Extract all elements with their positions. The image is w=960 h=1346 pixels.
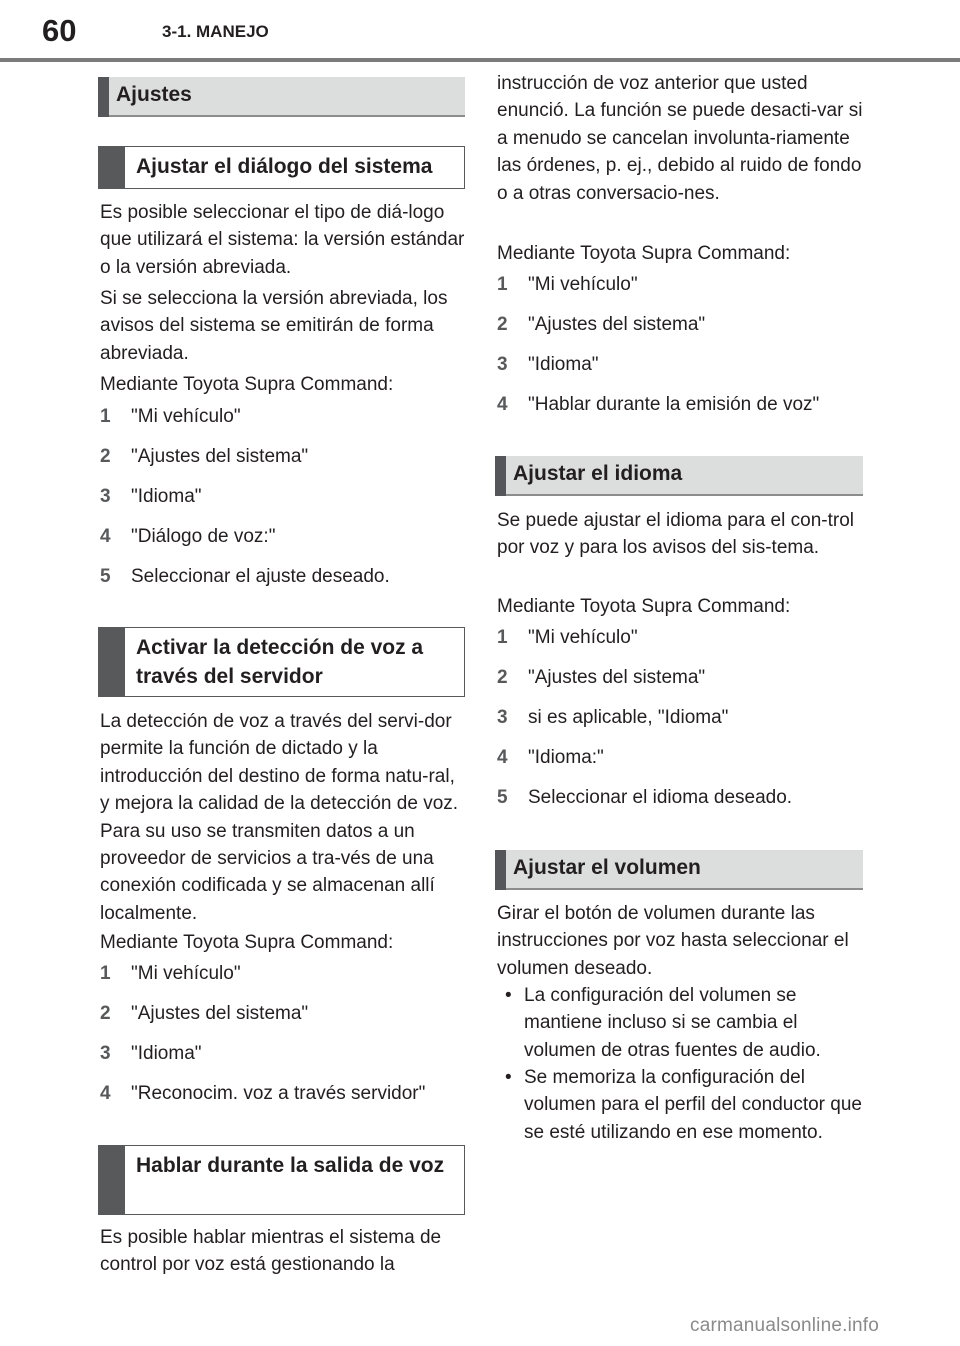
step-text: "Hablar durante la emisión de voz" xyxy=(528,394,820,415)
step-text: "Mi vehículo" xyxy=(131,963,241,984)
step-item xyxy=(100,563,465,590)
step-text: Seleccionar el idioma deseado. xyxy=(528,787,793,808)
step-number: 3 xyxy=(497,354,508,375)
step-item xyxy=(497,704,863,731)
step-item xyxy=(497,784,863,811)
step-number: 1 xyxy=(100,406,111,427)
bullet-item xyxy=(497,982,863,1064)
bullet-text: La configuración del volumen se mantiene incluso si se cambia el volumen de otras fuentes de audio. xyxy=(524,985,821,1061)
step-item xyxy=(100,483,465,510)
step-number: 5 xyxy=(497,787,508,808)
step-number: 4 xyxy=(100,526,111,547)
paragraph: instrucción de voz anterior que usted enunció. La función se puede desacti-var si a menudo se cancelan involunta-riamente las órdenes, p. ej., debido al ruido de fondo o a otras conversacio-nes. xyxy=(497,73,863,204)
paragraph: Mediante Toyota Supra Command: xyxy=(497,243,791,264)
step-text: "Mi vehículo" xyxy=(528,627,638,648)
page-number: 60 xyxy=(42,13,77,48)
step-text: "Ajustes del sistema" xyxy=(131,1003,309,1024)
step-item xyxy=(100,523,465,550)
step-text: "Mi vehículo" xyxy=(131,406,241,427)
paragraph: Mediante Toyota Supra Command: xyxy=(100,932,394,953)
step-text: "Diálogo de voz:" xyxy=(131,526,276,547)
step-text: "Idioma" xyxy=(528,354,599,375)
step-number: 2 xyxy=(100,1003,111,1024)
step-number: 5 xyxy=(100,566,111,587)
subsection-heading-servidor-label: Activar la detección de voz a través del servidor xyxy=(136,636,424,688)
step-text: si es aplicable, "Idioma" xyxy=(528,707,729,728)
step-number: 1 xyxy=(497,274,508,295)
step-number: 1 xyxy=(497,627,508,648)
step-text: "Reconocim. voz a través servidor" xyxy=(131,1083,426,1104)
section-heading-idioma-label: Ajustar el idioma xyxy=(513,462,683,485)
paragraph: La detección de voz a través del servi-dor permite la función de dictado y la introducción del destino de forma natu-ral, y mejora la calidad de la detección de voz. Para su uso se transmiten datos a un proveedor de servicios a tra-vés de una conexión codificada y se almacenan allí localmente. xyxy=(100,711,459,924)
step-text: "Ajustes del sistema" xyxy=(528,667,706,688)
step-text: "Idioma" xyxy=(131,486,202,507)
step-item xyxy=(100,1000,465,1027)
subsection-heading-servidor xyxy=(98,627,465,697)
paragraph: Si se selecciona la versión abreviada, los avisos del sistema se emitirán de forma abreviada. xyxy=(100,288,448,364)
step-number: 4 xyxy=(497,394,508,415)
step-number: 4 xyxy=(497,747,508,768)
bullet-text: Se memoriza la configuración del volumen para el perfil del conductor que se esté utilizando en ese momento. xyxy=(524,1067,862,1143)
step-item xyxy=(497,351,863,378)
step-text: "Idioma" xyxy=(131,1043,202,1064)
section-heading-volumen xyxy=(495,850,863,890)
paragraph: Es posible seleccionar el tipo de diá-logo que utilizará el sistema: la versión estándar o la versión abreviada. xyxy=(100,202,465,278)
paragraph: Es posible hablar mientras el sistema de control por voz está gestionando la xyxy=(100,1227,442,1276)
step-text: "Ajustes del sistema" xyxy=(528,314,706,335)
subsection-heading-dialogo-label: Ajustar el diálogo del sistema xyxy=(136,155,433,178)
subsection-heading-dialogo xyxy=(98,146,465,189)
paragraph: Se puede ajustar el idioma para el con-trol por voz y para los avisos del sis-tema. xyxy=(497,510,854,559)
step-item xyxy=(497,391,863,418)
bullet-dot: • xyxy=(505,985,512,1006)
step-item xyxy=(497,664,863,691)
step-item xyxy=(100,1040,465,1067)
paragraph: Mediante Toyota Supra Command: xyxy=(100,374,394,395)
step-item xyxy=(100,960,465,987)
bullet-item xyxy=(497,1064,863,1146)
paragraph: Mediante Toyota Supra Command: xyxy=(497,596,791,617)
watermark: carmanualsonline.info xyxy=(690,1315,880,1336)
step-text: "Ajustes del sistema" xyxy=(131,446,309,467)
step-item xyxy=(100,403,465,430)
chapter-label: 3-1. MANEJO xyxy=(162,22,269,41)
step-number: 3 xyxy=(497,707,508,728)
step-number: 3 xyxy=(100,1043,111,1064)
subsection-heading-hablar-label: Hablar durante la salida de voz xyxy=(136,1154,445,1177)
step-item xyxy=(100,1080,465,1107)
step-number: 3 xyxy=(100,486,111,507)
step-text: "Mi vehículo" xyxy=(528,274,638,295)
step-text: Seleccionar el ajuste deseado. xyxy=(131,566,390,587)
step-item xyxy=(497,624,863,651)
section-heading-volumen-label: Ajustar el volumen xyxy=(513,856,701,879)
step-item xyxy=(497,271,863,298)
bullet-dot: • xyxy=(505,1067,512,1088)
step-number: 2 xyxy=(497,314,508,335)
step-text: "Idioma:" xyxy=(528,747,604,768)
step-item xyxy=(497,311,863,338)
step-number: 1 xyxy=(100,963,111,984)
step-item xyxy=(100,443,465,470)
section-heading-idioma xyxy=(495,456,863,496)
header-rule xyxy=(0,58,960,62)
paragraph: Girar el botón de volumen durante las instrucciones por voz hasta seleccionar el volumen deseado. xyxy=(497,903,849,979)
section-heading-ajustes xyxy=(98,77,465,117)
step-number: 2 xyxy=(497,667,508,688)
step-item xyxy=(497,744,863,771)
section-heading-ajustes-label: Ajustes xyxy=(116,83,192,106)
step-number: 4 xyxy=(100,1083,111,1104)
step-number: 2 xyxy=(100,446,111,467)
subsection-heading-hablar xyxy=(98,1145,465,1215)
